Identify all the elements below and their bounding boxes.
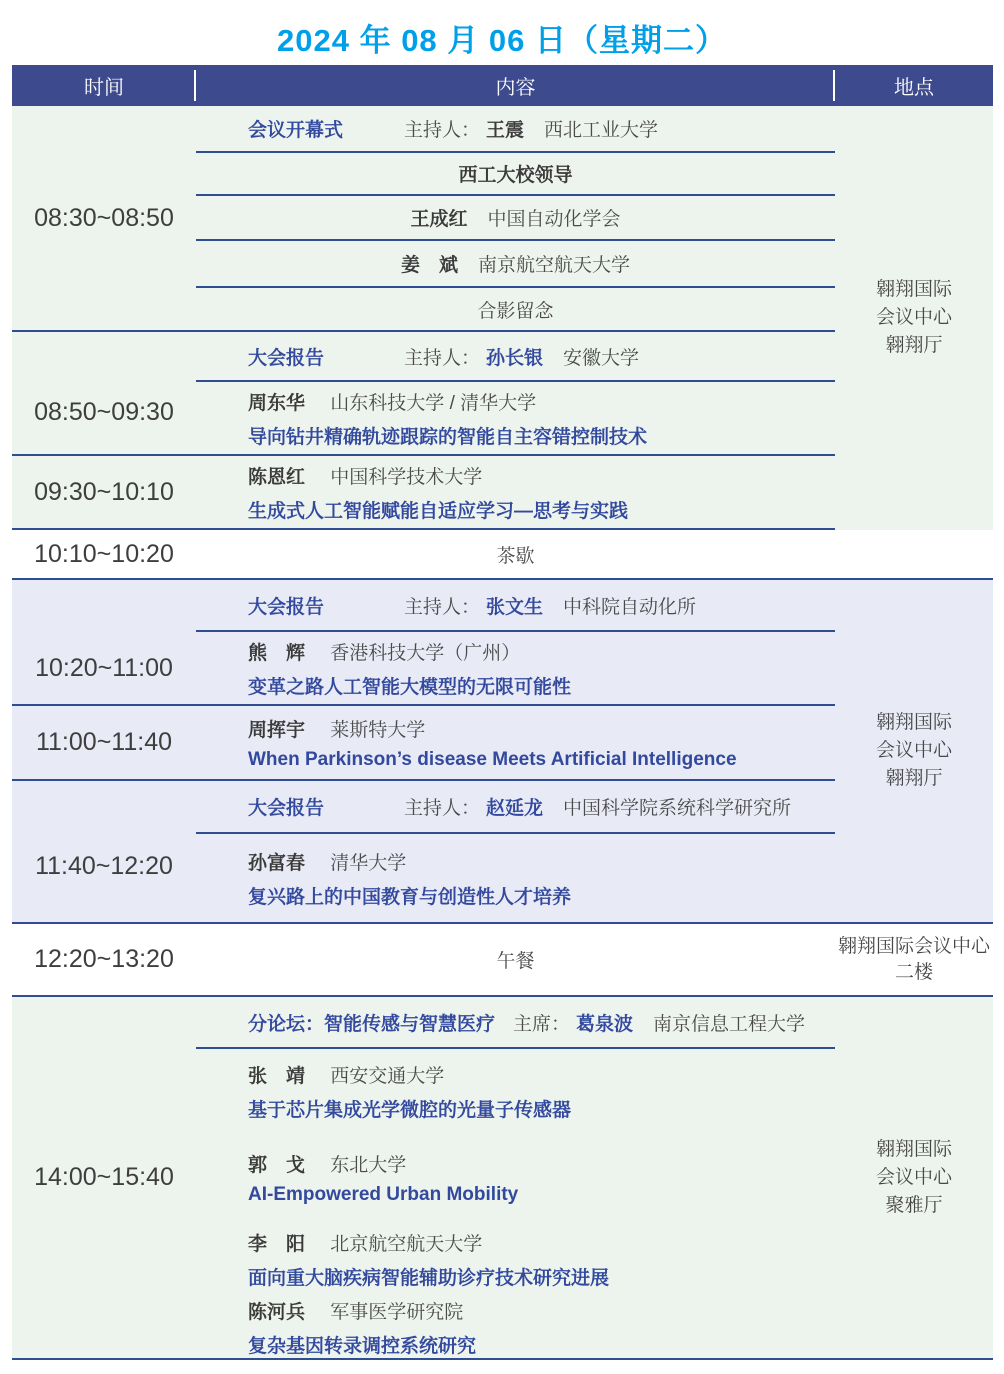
speaker-name: 陈恩红 (248, 466, 306, 488)
plenary-2-content (196, 456, 835, 528)
tea-break-row (12, 530, 993, 580)
talk-title: 生成式人工智能赋能自适应学习—思考与实践 (248, 500, 629, 522)
talk-block (196, 1222, 835, 1297)
section-afternoon (12, 997, 993, 1360)
table-header (12, 65, 993, 106)
opening-item-leaders: 西工大校领导 (458, 165, 573, 186)
group-plenary-2 (12, 456, 835, 528)
location-line: 聚雅厅 (885, 1194, 943, 1216)
header-location: 地点 (894, 77, 934, 99)
header-content: 内容 (196, 65, 835, 106)
session-title: 大会报告 (248, 347, 325, 369)
talk-block (196, 1049, 835, 1134)
plenary-1-content (196, 332, 835, 454)
location-line: 会议中心 (875, 740, 952, 761)
time-slot: 09:30~10:10 (34, 477, 174, 506)
tea-break-label: 茶歇 (496, 545, 535, 567)
time-slot: 08:30~08:50 (34, 203, 174, 232)
plenary-3-content (196, 580, 835, 704)
host-org: 中国科学院系统科学研究所 (563, 798, 792, 819)
host-label: 主持人： (404, 596, 481, 618)
time-slot: 14:00~15:40 (34, 1163, 174, 1191)
session-title: 大会报告 (248, 596, 325, 618)
plenary-session-row (196, 781, 835, 832)
host-org: 南京信息工程大学 (653, 1013, 806, 1035)
session-title: 会议开幕式 (248, 120, 344, 141)
host-name: 王震 (486, 120, 525, 141)
speaker-org: 山东科技大学 / 清华大学 (330, 392, 537, 414)
speaker-name: 熊 辉 (248, 642, 306, 664)
morning-1-left (12, 106, 835, 530)
speaker-name: 李 阳 (248, 1234, 306, 1255)
host-label: 主持人： (404, 120, 481, 141)
location-line: 翱翔国际会议中心 (837, 935, 990, 957)
time-slot: 10:20~11:00 (35, 653, 173, 682)
location-cell-empty (835, 530, 993, 578)
morning-2-left (12, 580, 835, 922)
forum-content (196, 997, 835, 1358)
talk-block (196, 632, 835, 704)
location-cell (835, 997, 993, 1358)
host-label: 主席： (513, 1013, 571, 1035)
host-org: 安徽大学 (563, 347, 640, 369)
talk-title: AI-Empowered Urban Mobility (248, 1184, 519, 1205)
section-morning-1 (12, 106, 993, 530)
speaker-org: 清华大学 (330, 852, 407, 874)
speaker-org: 中国科学技术大学 (330, 466, 483, 488)
location-line: 翱翔国际 (875, 712, 952, 733)
speaker-org: 南京航空航天大学 (478, 255, 631, 276)
speaker-org: 东北大学 (330, 1155, 407, 1176)
speaker-name: 孙富春 (248, 852, 306, 874)
opening-item-speaker (196, 241, 835, 286)
location-cell (835, 106, 993, 530)
speaker-name: 周东华 (248, 392, 306, 414)
talk-block (196, 1134, 835, 1222)
talk-speaker-line (248, 1229, 835, 1256)
location-line: 翱翔厅 (885, 335, 943, 356)
opening-item-speaker (196, 196, 835, 239)
speaker-name: 王成红 (410, 209, 468, 230)
talk-speaker-line (248, 638, 835, 665)
forum-header-row (196, 997, 835, 1047)
speaker-org: 北京航空航天大学 (330, 1234, 483, 1255)
time-slot: 10:10~10:20 (34, 539, 174, 568)
talk-speaker-line (248, 848, 835, 875)
host-name: 张文生 (486, 596, 544, 618)
group-plenary-3 (12, 580, 835, 704)
location-line: 会议中心 (875, 307, 952, 328)
talk-title: When Parkinson’s disease Meets Artificial Intelligence (248, 748, 737, 770)
group-forum (12, 997, 835, 1358)
time-slot: 11:00~11:40 (35, 728, 172, 756)
group-plenary-1 (12, 332, 835, 454)
talk-title: 复杂基因转录调控系统研究 (248, 1336, 477, 1357)
location-line: 翱翔国际 (875, 279, 952, 300)
host-org: 西北工业大学 (544, 120, 659, 141)
talk-speaker-line (248, 462, 835, 489)
host-name: 葛泉波 (576, 1013, 634, 1035)
speaker-name: 张 靖 (248, 1066, 306, 1087)
speaker-org: 西安交通大学 (330, 1066, 445, 1087)
talk-title: 复兴路上的中国教育与创造性人才培养 (248, 886, 572, 908)
talk-speaker-line (248, 1150, 835, 1177)
location-cell (835, 924, 993, 995)
opening-ceremony-row (196, 106, 835, 151)
lunch-row (12, 922, 993, 997)
talk-speaker-line (248, 715, 835, 742)
talk-block (196, 456, 835, 528)
talk-block (196, 706, 835, 779)
talk-title: 变革之路人工智能大模型的无限可能性 (248, 676, 572, 698)
location-cell (835, 580, 993, 922)
opening-content (196, 106, 835, 330)
speaker-name: 周挥宇 (248, 719, 306, 741)
location-line: 会议中心 (875, 1166, 952, 1188)
plenary-session-row (196, 580, 835, 630)
talk-title: 导向钻井精确轨迹跟踪的智能自主容错控制技术 (248, 426, 648, 448)
host-org: 中科院自动化所 (563, 596, 697, 618)
talk-block (196, 834, 835, 922)
forum-title: 分论坛：智能传感与智慧医疗 (248, 1013, 496, 1035)
talk-speaker-line (248, 1061, 835, 1088)
speaker-name: 郭 戈 (248, 1155, 306, 1176)
host-label: 主持人： (404, 798, 481, 819)
section-morning-2 (12, 580, 993, 922)
speaker-name: 陈河兵 (248, 1302, 306, 1323)
plenary-session-row (196, 332, 835, 380)
speaker-org: 香港科技大学（广州） (330, 642, 521, 664)
talk-title: 基于芯片集成光学微腔的光量子传感器 (248, 1100, 572, 1121)
host-name: 赵延龙 (486, 798, 544, 819)
page-title: 2024 年 08 月 06 日（星期二） (277, 23, 727, 58)
schedule-table (12, 65, 993, 1360)
talk-block (196, 382, 835, 454)
group-photo-row: 合影留念 (477, 300, 554, 322)
speaker-org: 中国自动化学会 (487, 209, 621, 230)
talk-block (196, 1297, 835, 1358)
session-title: 大会报告 (248, 798, 325, 819)
time-slot: 08:50~09:30 (34, 397, 174, 426)
lunch-label: 午餐 (496, 951, 535, 972)
speaker-org: 莱斯特大学 (330, 719, 426, 741)
talk-speaker-line (248, 1297, 835, 1324)
location-line: 翱翔厅 (885, 768, 943, 789)
speaker-name: 姜 斌 (400, 255, 458, 276)
plenary-4-content (196, 706, 835, 779)
group-opening (12, 106, 835, 330)
host-label: 主持人： (404, 347, 481, 369)
header-time: 时间 (12, 65, 196, 106)
time-slot: 12:20~13:20 (34, 945, 174, 973)
speaker-org: 军事医学研究院 (330, 1302, 464, 1323)
plenary-5-content (196, 781, 835, 922)
time-slot: 11:40~12:20 (35, 852, 173, 880)
talk-title: 面向重大脑疾病智能辅助诊疗技术研究进展 (248, 1268, 610, 1289)
group-plenary-4 (12, 706, 835, 779)
group-plenary-5 (12, 781, 835, 922)
host-name: 孙长银 (486, 347, 544, 369)
afternoon-left (12, 997, 835, 1358)
location-line: 二楼 (894, 961, 933, 983)
talk-speaker-line (248, 388, 835, 415)
location-line: 翱翔国际 (875, 1138, 952, 1160)
